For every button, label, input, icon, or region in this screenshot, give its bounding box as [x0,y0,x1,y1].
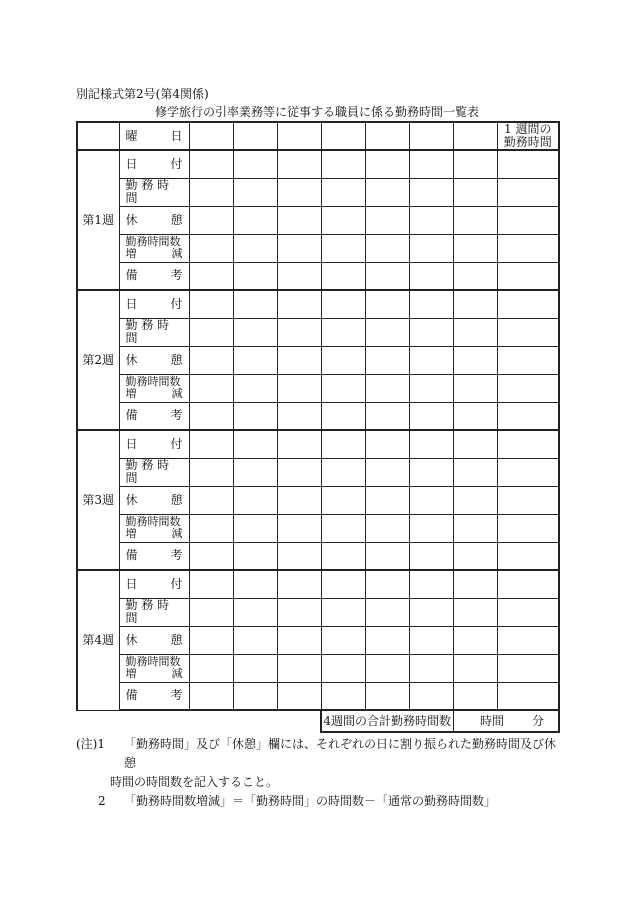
day-cell[interactable] [277,346,321,374]
day-cell[interactable] [277,486,321,514]
day-cell[interactable] [409,262,453,290]
day-cell[interactable] [321,346,365,374]
label-char: 備 [125,548,138,563]
week-row-date [77,150,559,178]
day-cell[interactable] [321,486,365,514]
day-cell[interactable] [189,682,233,710]
day-cell[interactable] [233,178,277,206]
week-total-header-line-1: 1 週間の [504,122,552,136]
label-char: 日 [125,156,138,171]
day-cell[interactable] [189,206,233,234]
day-cell[interactable] [365,654,409,682]
week-row-rest [77,626,559,654]
day-cell[interactable] [321,318,365,346]
week-total-header [497,122,559,150]
week-row-remarks [77,542,559,570]
day-cell[interactable] [365,542,409,570]
day-cell[interactable] [233,542,277,570]
label-char: 増 [125,667,137,680]
day-cell[interactable] [453,654,497,682]
day-cell[interactable] [365,234,409,262]
day-cell[interactable] [365,206,409,234]
day-cell[interactable] [365,290,409,318]
day-cell[interactable] [233,374,277,402]
day-cell[interactable] [233,150,277,178]
label-char: 休 [125,492,138,507]
week-row-remarks [77,402,559,430]
day-cell[interactable] [409,346,453,374]
day-cell[interactable] [453,682,497,710]
week-total-cell[interactable] [497,430,559,458]
day-cell[interactable] [365,430,409,458]
day-cell[interactable] [321,374,365,402]
day-cell[interactable] [409,514,453,542]
day-cell[interactable] [189,178,233,206]
day-cell[interactable] [189,318,233,346]
corner-cell [77,122,119,150]
day-cell[interactable] [453,290,497,318]
row-label-change [119,234,189,262]
day-cell[interactable] [453,458,497,486]
label-char: 休 [125,632,138,647]
week-total-cell[interactable] [497,542,559,570]
day-cell[interactable] [453,206,497,234]
day-cell[interactable] [277,150,321,178]
week-label: 第1週 [77,150,119,290]
week-total-cell[interactable] [497,654,559,682]
week-total-cell[interactable] [497,682,559,710]
day-cell[interactable] [365,682,409,710]
week-label: 第4週 [77,570,119,710]
day-cell[interactable] [233,598,277,626]
row-label-rest [119,486,189,514]
day-cell[interactable] [277,402,321,430]
day-cell[interactable] [321,262,365,290]
day-cell[interactable] [365,150,409,178]
day-cell[interactable] [233,402,277,430]
day-cell[interactable] [409,206,453,234]
note-2-text: 「勤務時間数増減」＝「勤務時間」の時間数－「通常の勤務時間数」 [124,794,497,808]
week-row-remarks [77,682,559,710]
label-text: 勤 務 時 間 [125,458,170,485]
day-cell[interactable] [189,654,233,682]
day-cell[interactable] [233,346,277,374]
label-char: 増 [125,387,137,400]
day-cell[interactable] [409,430,453,458]
day-cell[interactable] [189,150,233,178]
label-char: 憩 [170,352,183,367]
week-row-rest [77,346,559,374]
day-cell[interactable] [409,150,453,178]
day-cell[interactable] [189,514,233,542]
day-cell[interactable] [233,570,277,598]
row-label-work-hours [119,318,189,346]
day-cell[interactable] [189,346,233,374]
day-cell[interactable] [453,178,497,206]
label-char: 付 [170,576,183,591]
day-cell[interactable] [365,346,409,374]
day-cell[interactable] [453,402,497,430]
label-char: 増 [125,527,137,540]
day-cell[interactable] [277,262,321,290]
week-total-header-line-2: 勤務時間 [503,135,552,149]
day-cell[interactable] [365,402,409,430]
label-char: 日 [125,296,138,311]
week-row-change [77,374,559,402]
weekday-cell[interactable] [365,122,409,150]
day-cell[interactable] [189,234,233,262]
label-char: 付 [170,436,183,451]
day-cell[interactable] [321,178,365,206]
row-label-work-hours [119,598,189,626]
day-cell[interactable] [321,402,365,430]
label-char: 休 [125,212,138,227]
week-total-cell[interactable] [497,402,559,430]
row-label-remarks [119,402,189,430]
week-row-date [77,290,559,318]
form-number: 別記様式第2号(第4関係) [76,87,209,101]
week-row-change [77,514,559,542]
day-cell[interactable] [277,654,321,682]
week-total-cell[interactable] [497,318,559,346]
notes [76,735,566,811]
day-cell[interactable] [233,430,277,458]
day-cell[interactable] [321,626,365,654]
day-cell[interactable] [453,486,497,514]
day-cell[interactable] [321,430,365,458]
day-cell[interactable] [453,598,497,626]
summary-row [77,710,559,732]
week-label: 第2週 [77,290,119,430]
row-label-rest [119,626,189,654]
day-cell[interactable] [277,598,321,626]
label-char: 増 [125,247,137,260]
day-cell[interactable] [453,626,497,654]
day-cell[interactable] [233,514,277,542]
row-label-remarks [119,262,189,290]
row-label-remarks [119,682,189,710]
label-char: 憩 [170,492,183,507]
summary-spacer [77,710,321,732]
row-label-change [119,514,189,542]
day-cell[interactable] [409,542,453,570]
day-cell[interactable] [321,598,365,626]
weekday-cell[interactable] [277,122,321,150]
day-cell[interactable] [453,150,497,178]
day-cell[interactable] [189,486,233,514]
row-label-work-hours [119,178,189,206]
label-char: 考 [170,688,183,703]
day-cell[interactable] [321,150,365,178]
day-cell[interactable] [453,514,497,542]
day-cell[interactable] [277,626,321,654]
weekday-cell[interactable] [321,122,365,150]
day-cell[interactable] [409,178,453,206]
label-char: 備 [125,268,138,283]
label-text: 勤務時間数 [125,655,181,668]
work-hours-table [76,121,560,733]
row-label-remarks [119,542,189,570]
label-text: 勤務時間数 [125,235,181,248]
week-row-date [77,430,559,458]
day-cell[interactable] [189,402,233,430]
note-1-line-1: 「勤務時間」及び「休憩」欄には、それぞれの日に割り振られた勤務時間及び休憩 [124,737,557,770]
day-cell[interactable] [409,318,453,346]
week-row-change [77,234,559,262]
page-title: 修学旅行の引率業務等に従事する職員に係る勤務時間一覧表 [154,105,479,119]
hours-unit: 時間 [479,713,504,728]
day-cell[interactable] [453,318,497,346]
label-text: 勤 務 時 間 [125,598,170,625]
week-row-date [77,570,559,598]
day-cell[interactable] [365,598,409,626]
day-cell[interactable] [365,262,409,290]
day-cell[interactable] [321,542,365,570]
week-row-work-hours [77,318,559,346]
youbi-label [119,122,189,150]
label-char: 日 [125,436,138,451]
label-char: 減 [171,247,183,260]
label-char: 休 [125,352,138,367]
week-total-cell[interactable] [497,150,559,178]
summary-value[interactable] [453,710,559,732]
week-total-cell[interactable] [497,178,559,206]
week-total-cell[interactable] [497,514,559,542]
week-total-cell[interactable] [497,290,559,318]
day-cell[interactable] [321,290,365,318]
row-label-work-hours [119,458,189,486]
label-char: 付 [170,156,183,171]
day-cell[interactable] [233,654,277,682]
weekday-cell[interactable] [189,122,233,150]
note-2-number: 2 [98,794,106,808]
day-cell[interactable] [409,234,453,262]
day-cell[interactable] [277,542,321,570]
day-cell[interactable] [453,346,497,374]
day-cell[interactable] [321,458,365,486]
day-cell[interactable] [189,430,233,458]
day-cell[interactable] [365,486,409,514]
day-cell[interactable] [321,234,365,262]
week-total-cell[interactable] [497,458,559,486]
week-row-rest [77,206,559,234]
day-cell[interactable] [409,570,453,598]
row-label-date [119,290,189,318]
minutes-unit: 分 [531,713,544,728]
week-total-cell[interactable] [497,598,559,626]
day-cell[interactable] [277,514,321,542]
day-cell[interactable] [233,458,277,486]
week-total-cell[interactable] [497,262,559,290]
day-cell[interactable] [277,234,321,262]
day-cell[interactable] [365,626,409,654]
week-total-cell[interactable] [497,374,559,402]
day-cell[interactable] [409,654,453,682]
day-cell[interactable] [321,514,365,542]
day-cell[interactable] [321,682,365,710]
day-cell[interactable] [277,318,321,346]
day-cell[interactable] [321,206,365,234]
day-cell[interactable] [365,318,409,346]
label-text: 勤 務 時 間 [125,178,170,205]
label-char: 考 [170,268,183,283]
day-cell[interactable] [233,206,277,234]
day-cell[interactable] [409,402,453,430]
label-char: 減 [171,667,183,680]
label-char: 日 [125,576,138,591]
day-cell[interactable] [233,262,277,290]
week-total-cell[interactable] [497,570,559,598]
week-total-cell[interactable] [497,206,559,234]
week-total-cell[interactable] [497,346,559,374]
day-cell[interactable] [453,570,497,598]
day-cell[interactable] [409,626,453,654]
day-cell[interactable] [189,626,233,654]
day-cell[interactable] [277,682,321,710]
label-char: 付 [170,296,183,311]
day-cell[interactable] [233,290,277,318]
day-cell[interactable] [365,374,409,402]
label-char: 減 [171,387,183,400]
week-total-cell[interactable] [497,234,559,262]
label-char: 減 [171,527,183,540]
day-cell[interactable] [189,542,233,570]
week-row-work-hours [77,458,559,486]
day-cell[interactable] [409,486,453,514]
week-label: 第3週 [77,430,119,570]
day-cell[interactable] [365,514,409,542]
day-cell[interactable] [321,654,365,682]
note-1-line-2: 時間の時間数を記入すること。 [110,775,279,789]
day-cell[interactable] [233,682,277,710]
day-cell[interactable] [277,178,321,206]
label-char: 憩 [170,212,183,227]
day-cell[interactable] [277,206,321,234]
day-cell[interactable] [409,682,453,710]
day-cell[interactable] [233,486,277,514]
day-cell[interactable] [277,570,321,598]
day-cell[interactable] [453,374,497,402]
week-total-cell[interactable] [497,626,559,654]
day-cell[interactable] [409,458,453,486]
day-cell[interactable] [189,570,233,598]
row-label-date [119,570,189,598]
day-cell[interactable] [189,458,233,486]
week-row-work-hours [77,598,559,626]
day-cell[interactable] [409,374,453,402]
day-cell[interactable] [453,542,497,570]
day-cell[interactable] [233,626,277,654]
header-row [77,122,559,150]
label-char: 備 [125,408,138,423]
day-cell[interactable] [277,374,321,402]
label-text: 勤務時間数 [125,515,181,528]
label-char: 曜 [125,128,138,143]
label-char: 考 [170,548,183,563]
row-label-rest [119,346,189,374]
week-total-cell[interactable] [497,486,559,514]
day-cell[interactable] [277,290,321,318]
week-row-change [77,654,559,682]
row-label-date [119,150,189,178]
day-cell[interactable] [189,262,233,290]
note-prefix: (注)1 [76,737,105,751]
day-cell[interactable] [409,598,453,626]
label-char: 憩 [170,632,183,647]
week-row-work-hours [77,178,559,206]
week-row-remarks [77,262,559,290]
row-label-change [119,374,189,402]
day-cell[interactable] [189,290,233,318]
day-cell[interactable] [277,430,321,458]
weekday-cell[interactable] [409,122,453,150]
label-char: 日 [170,128,183,143]
day-cell[interactable] [189,374,233,402]
day-cell[interactable] [453,234,497,262]
day-cell[interactable] [277,458,321,486]
day-cell[interactable] [321,570,365,598]
day-cell[interactable] [233,234,277,262]
row-label-change [119,654,189,682]
summary-label: 4週間の合計勤務時間数 [321,710,453,732]
day-cell[interactable] [453,430,497,458]
day-cell[interactable] [365,570,409,598]
row-label-date [119,430,189,458]
label-char: 考 [170,408,183,423]
weekday-cell[interactable] [453,122,497,150]
day-cell[interactable] [453,262,497,290]
label-text: 勤 務 時 間 [125,318,170,345]
weekday-cell[interactable] [233,122,277,150]
label-text: 勤務時間数 [125,375,181,388]
day-cell[interactable] [189,598,233,626]
row-label-rest [119,206,189,234]
day-cell[interactable] [233,318,277,346]
week-row-rest [77,486,559,514]
label-char: 備 [125,688,138,703]
day-cell[interactable] [365,178,409,206]
day-cell[interactable] [409,290,453,318]
day-cell[interactable] [365,458,409,486]
